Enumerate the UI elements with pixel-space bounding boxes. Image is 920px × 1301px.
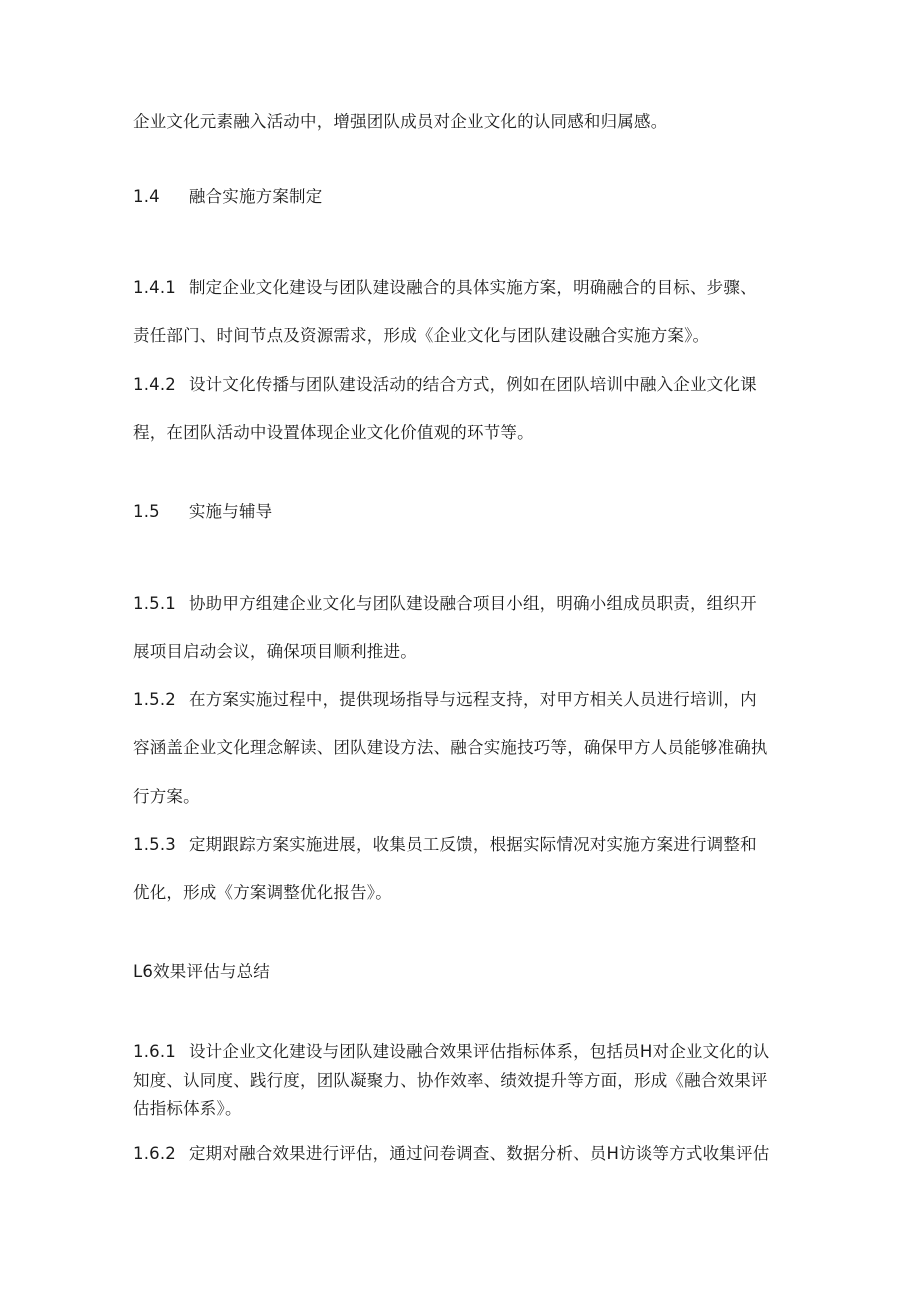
section-1-4-heading [133, 187, 322, 207]
paragraph-1-4-1-line-1 [133, 278, 757, 298]
paragraph-number: 1.4.1 [133, 278, 176, 297]
section-1-5-heading [133, 502, 272, 522]
paragraph-1-4-1-line-2: 责任部门、时间节点及资源需求，形成《企业文化与团队建设融合实施方案》。 [133, 326, 710, 345]
paragraph-1-5-1-line-1 [133, 594, 757, 614]
paragraph-1-6-1-line-1 [133, 1042, 769, 1062]
paragraph-1-6-1-line-2: 知度、认同度、践行度，团队凝聚力、协作效率、绩效提升等方面，形成《融合效果评 [133, 1071, 768, 1090]
paragraph-number: 1.5.2 [133, 690, 176, 709]
paragraph-text: 定期跟踪方案实施进展，收集员工反馈，根据实际情况对实施方案进行调整和 [188, 835, 757, 854]
paragraph-1-5-2-line-1 [133, 690, 757, 710]
paragraph-number: 1.6.2 [133, 1144, 176, 1163]
intro-line: 企业文化元素融入活动中，增强团队成员对企业文化的认同感和归属感。 [133, 112, 668, 131]
section-number: 1.5 [133, 502, 160, 521]
paragraph-text: 定期对融合效果进行评估，通过问卷调查、数据分析、员H访谈等方式收集评估 [188, 1144, 770, 1163]
paragraph-1-5-2-line-3: 行方案。 [133, 787, 200, 806]
paragraph-1-5-1-line-2: 展项目启动会议，确保项目顺利推进。 [133, 642, 417, 661]
paragraph-1-6-2-line-1 [133, 1144, 769, 1164]
paragraph-1-4-2-line-2: 程，在团队活动中设置体现企业文化价值观的环节等。 [133, 423, 534, 442]
paragraph-number: 1.5.3 [133, 835, 176, 854]
paragraph-text: 设计企业文化建设与团队建设融合效果评估指标体系，包括员H对企业文化的认 [188, 1042, 770, 1061]
paragraph-text: 在方案实施过程中，提供现场指导与远程支持，对甲方相关人员进行培训，内 [188, 690, 757, 709]
paragraph-number: 1.4.2 [133, 375, 176, 394]
section-1-6-heading: L6效果评估与总结 [133, 962, 270, 981]
paragraph-number: 1.5.1 [133, 594, 176, 613]
paragraph-1-5-3-line-1 [133, 835, 757, 855]
paragraph-1-4-2-line-1 [133, 375, 757, 395]
paragraph-text: 协助甲方组建企业文化与团队建设融合项目小组，明确小组成员职责，组织开 [188, 594, 757, 613]
paragraph-text: 制定企业文化建设与团队建设融合的具体实施方案，明确融合的目标、步骤、 [188, 278, 757, 297]
paragraph-1-6-1-line-3: 估指标体系》。 [133, 1099, 242, 1118]
section-title: 融合实施方案制定 [188, 187, 323, 206]
section-number: 1.4 [133, 187, 160, 206]
section-title: 实施与辅导 [188, 502, 273, 521]
paragraph-number: 1.6.1 [133, 1042, 176, 1061]
paragraph-1-5-3-line-2: 优化，形成《方案调整优化报告》。 [133, 883, 392, 902]
paragraph-1-5-2-line-2: 容涵盖企业文化理念解读、团队建设方法、融合实施技巧等，确保甲方人员能够准确执 [133, 738, 768, 757]
paragraph-text: 设计文化传播与团队建设活动的结合方式，例如在团队培训中融入企业文化课 [188, 375, 757, 394]
